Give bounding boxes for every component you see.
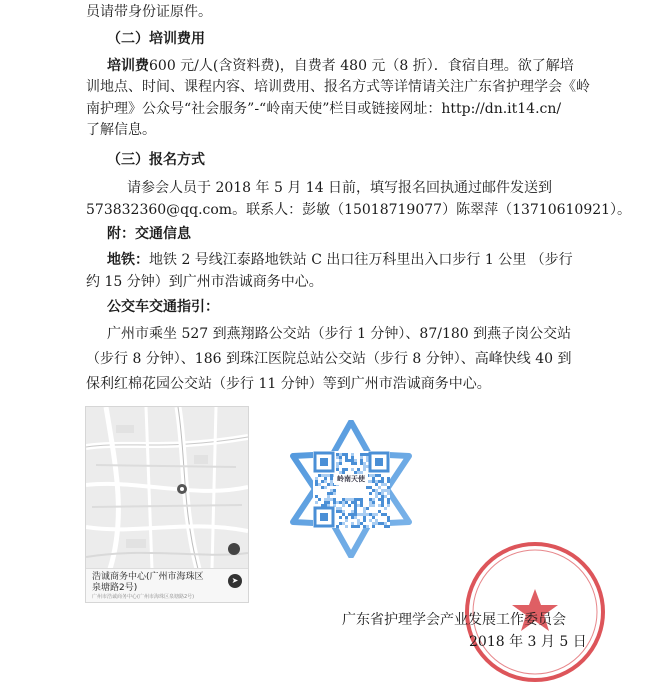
qr-module (330, 498, 333, 501)
qr-module (354, 510, 357, 513)
qr-module (330, 489, 333, 492)
signature-date: 2018 年 3 月 5 日 (469, 634, 587, 650)
qr-module (354, 507, 357, 510)
qr-module (360, 456, 363, 459)
qr-module (351, 459, 354, 462)
qr-module (336, 453, 339, 456)
qr-module (330, 483, 333, 486)
qr-module (363, 513, 366, 516)
qr-module (345, 501, 348, 504)
qr-module (387, 480, 390, 483)
qr-module (318, 474, 321, 477)
qr-module (324, 480, 327, 483)
qr-module (381, 522, 384, 525)
qr-module (387, 501, 390, 504)
metro-line-2: 约 15 分钟）到广州市浩诚商务中心。 (86, 274, 323, 290)
qr-module (318, 483, 321, 486)
qr-module (354, 501, 357, 504)
qr-module (384, 525, 387, 528)
qr-module (378, 498, 381, 501)
qr-module (381, 495, 384, 498)
qr-module (351, 510, 354, 513)
bus-line-1: 广州市乘坐 527 到燕翔路公交站（步行 1 分钟）、87/180 到燕子岗公交站 (107, 326, 572, 342)
qr-module (318, 498, 321, 501)
qr-module (339, 459, 342, 462)
qr-module (387, 516, 390, 519)
qr-module (345, 516, 348, 519)
qr-module (345, 456, 348, 459)
metro-text: 地铁 2 号线江泰路地铁站 C 出口往万科里出入口步行 1 公里 （步行 (149, 252, 573, 268)
qr-module (375, 513, 378, 516)
qr-module (375, 492, 378, 495)
qr-module (366, 525, 369, 528)
qr-module (381, 501, 384, 504)
qr-module (381, 504, 384, 507)
qr-module (348, 459, 351, 462)
qr-module (366, 513, 369, 516)
qr-module (342, 498, 345, 501)
qr-module (342, 513, 345, 516)
qr-module (339, 510, 342, 513)
qr-module (315, 501, 318, 504)
qr-module (354, 516, 357, 519)
qr-module (348, 498, 351, 501)
qr-finder-top-right-dot (375, 458, 383, 466)
qr-module (351, 498, 354, 501)
registration-line-2: 573832360@qq.com。联系人：彭敏（15018719077）陈翠萍（13710610921）。 (86, 202, 632, 218)
qr-module (327, 474, 330, 477)
appendix-heading: 附：交通信息 (107, 226, 191, 242)
qr-module (348, 504, 351, 507)
qr-module (363, 453, 366, 456)
bus-heading: 公交车交通指引： (107, 299, 219, 315)
qr-module (354, 498, 357, 501)
qr-module (324, 498, 327, 501)
text-line-top: 员请带身份证原件。 (86, 4, 212, 20)
qr-module (369, 492, 372, 495)
qr-module (363, 519, 366, 522)
map-caption-address: 广州市浩诚商务中心(广州市海珠区泉塘路2号) (92, 594, 195, 600)
qr-module (333, 498, 336, 501)
qr-module (345, 453, 348, 456)
qr-module (387, 492, 390, 495)
qr-module (342, 501, 345, 504)
qr-module (315, 477, 318, 480)
qr-module (387, 486, 390, 489)
qr-module (315, 483, 318, 486)
fees-line-4: 了解信息。 (86, 122, 156, 138)
qr-module (387, 519, 390, 522)
qr-module (321, 474, 324, 477)
qr-module (369, 501, 372, 504)
qr-module (342, 453, 345, 456)
qr-module (354, 462, 357, 465)
qr-module (381, 477, 384, 480)
qr-module (327, 492, 330, 495)
qr-module (339, 456, 342, 459)
qr-module (339, 501, 342, 504)
qr-module (360, 453, 363, 456)
qr-module (372, 477, 375, 480)
qr-module (360, 501, 363, 504)
qr-module (333, 489, 336, 492)
qr-module (333, 492, 336, 495)
qr-module (363, 465, 366, 468)
qr-module (387, 525, 390, 528)
qr-module (369, 498, 372, 501)
qr-code (289, 420, 414, 558)
qr-module (345, 519, 348, 522)
qr-module (330, 477, 333, 480)
qr-module (369, 504, 372, 507)
qr-module (381, 483, 384, 486)
qr-module (342, 510, 345, 513)
qr-module (363, 516, 366, 519)
qr-module (369, 486, 372, 489)
qr-module (375, 489, 378, 492)
qr-module (357, 468, 360, 471)
qr-module (372, 504, 375, 507)
qr-module (360, 522, 363, 525)
qr-module (321, 486, 324, 489)
qr-module (381, 498, 384, 501)
qr-module (336, 525, 339, 528)
qr-module (378, 474, 381, 477)
fees-line-2: 训地点、时间、课程内容、培训费用、报名方式等详情请关注广东省护理学会《岭 (86, 79, 590, 95)
qr-module (354, 504, 357, 507)
section-heading-registration: （三）报名方式 (107, 152, 205, 168)
qr-module (354, 513, 357, 516)
qr-module (336, 456, 339, 459)
qr-module (345, 468, 348, 471)
qr-module (330, 492, 333, 495)
qr-module (363, 525, 366, 528)
qr-module (339, 453, 342, 456)
qr-module (327, 495, 330, 498)
qr-module (339, 522, 342, 525)
qr-module (363, 510, 366, 513)
qr-module (336, 462, 339, 465)
metro-label: 地铁： (107, 252, 149, 268)
qr-module (351, 501, 354, 504)
qr-module (315, 480, 318, 483)
qr-module (366, 486, 369, 489)
fees-amount: 600 元/人(含资料费)，自费者 480 元（8 折）．食宿自理。欲了解培 (149, 58, 574, 74)
qr-module (339, 516, 342, 519)
fees-line-1 (107, 56, 574, 76)
qr-module (387, 504, 390, 507)
qr-module (324, 501, 327, 504)
qr-module (360, 498, 363, 501)
qr-module (378, 504, 381, 507)
qr-module (351, 516, 354, 519)
qr-module (339, 507, 342, 510)
qr-module (351, 522, 354, 525)
qr-module (315, 495, 318, 498)
qr-module (360, 504, 363, 507)
qr-module (363, 462, 366, 465)
qr-module (327, 501, 330, 504)
qr-center-label: 岭南天使 (334, 474, 368, 485)
qr-module (327, 498, 330, 501)
qr-module (357, 522, 360, 525)
qr-module (384, 522, 387, 525)
navigate-icon[interactable]: ➤ (228, 574, 242, 588)
fees-line-3: 南护理》公众号“社会服务”-“岭南天使”栏目或链接网址：http://dn.it14.cn/ (86, 101, 562, 117)
qr-module (324, 486, 327, 489)
qr-module (381, 489, 384, 492)
qr-module (351, 453, 354, 456)
qr-module (378, 492, 381, 495)
qr-module (333, 501, 336, 504)
qr-module (372, 522, 375, 525)
qr-module (381, 492, 384, 495)
qr-module (348, 513, 351, 516)
qr-module (351, 525, 354, 528)
fees-label: 培训费 (107, 58, 149, 74)
qr-module (330, 474, 333, 477)
qr-module (330, 480, 333, 483)
qr-module (372, 525, 375, 528)
qr-module (363, 507, 366, 510)
qr-module (372, 516, 375, 519)
qr-module (342, 504, 345, 507)
qr-module (360, 459, 363, 462)
qr-module (354, 459, 357, 462)
map-caption-title: 浩诚商务中心(广州市海珠区泉塘路2号) (92, 572, 204, 593)
qr-module (384, 495, 387, 498)
qr-module (375, 483, 378, 486)
qr-module (351, 513, 354, 516)
qr-module (354, 525, 357, 528)
qr-module (336, 501, 339, 504)
qr-module (360, 462, 363, 465)
qr-module (360, 513, 363, 516)
qr-module (345, 459, 348, 462)
signature-organization: 广东省护理学会产业发展工作委员会 (342, 612, 566, 628)
qr-module (387, 498, 390, 501)
qr-module (336, 507, 339, 510)
section-heading-fees: （二）培训费用 (107, 31, 205, 47)
qr-module (324, 477, 327, 480)
qr-module (339, 462, 342, 465)
qr-module (372, 498, 375, 501)
qr-module (336, 510, 339, 513)
qr-module (375, 519, 378, 522)
qr-module (381, 480, 384, 483)
qr-module (321, 480, 324, 483)
qr-module (378, 522, 381, 525)
bus-line-3: 保利红棉花园公交站（步行 11 分钟）等到广州市浩诚商务中心。 (86, 376, 491, 392)
qr-module (369, 480, 372, 483)
qr-module (363, 468, 366, 471)
location-map (85, 406, 249, 603)
qr-module (345, 498, 348, 501)
qr-module (384, 489, 387, 492)
qr-module (384, 513, 387, 516)
qr-module (369, 513, 372, 516)
qr-module (381, 513, 384, 516)
qr-module (336, 468, 339, 471)
qr-module (375, 480, 378, 483)
qr-module (378, 510, 381, 513)
registration-line-1: 请参会人员于 2018 年 5 月 14 日前，填写报名回执通过邮件发送到 (127, 180, 553, 196)
qr-module (384, 483, 387, 486)
qr-module (351, 456, 354, 459)
qr-finder-top-left-dot (320, 458, 328, 466)
bus-line-2: （步行 8 分钟）、186 到珠江医院总站公交站（步行 8 分钟）、高峰快线 40 到 (86, 351, 572, 367)
qr-module (372, 489, 375, 492)
qr-module (357, 525, 360, 528)
qr-module (357, 498, 360, 501)
map-caption (86, 568, 248, 602)
qr-module (378, 480, 381, 483)
qr-module (372, 480, 375, 483)
qr-module (384, 507, 387, 510)
qr-module (369, 519, 372, 522)
metro-line-1 (107, 250, 573, 270)
qr-module (342, 468, 345, 471)
qr-module (378, 486, 381, 489)
qr-module (351, 468, 354, 471)
qr-module (369, 474, 372, 477)
qr-module (357, 513, 360, 516)
qr-module (372, 501, 375, 504)
qr-module (324, 474, 327, 477)
qr-module (375, 474, 378, 477)
qr-module (372, 474, 375, 477)
qr-module (345, 525, 348, 528)
qr-module (327, 483, 330, 486)
qr-module (387, 489, 390, 492)
qr-finder-bottom-left-dot (320, 513, 328, 521)
qr-module (357, 504, 360, 507)
qr-module (372, 513, 375, 516)
qr-module (351, 462, 354, 465)
qr-module (375, 495, 378, 498)
qr-module (366, 507, 369, 510)
qr-module (342, 522, 345, 525)
qr-module (387, 477, 390, 480)
qr-module (357, 519, 360, 522)
qr-module (375, 522, 378, 525)
qr-module (336, 465, 339, 468)
